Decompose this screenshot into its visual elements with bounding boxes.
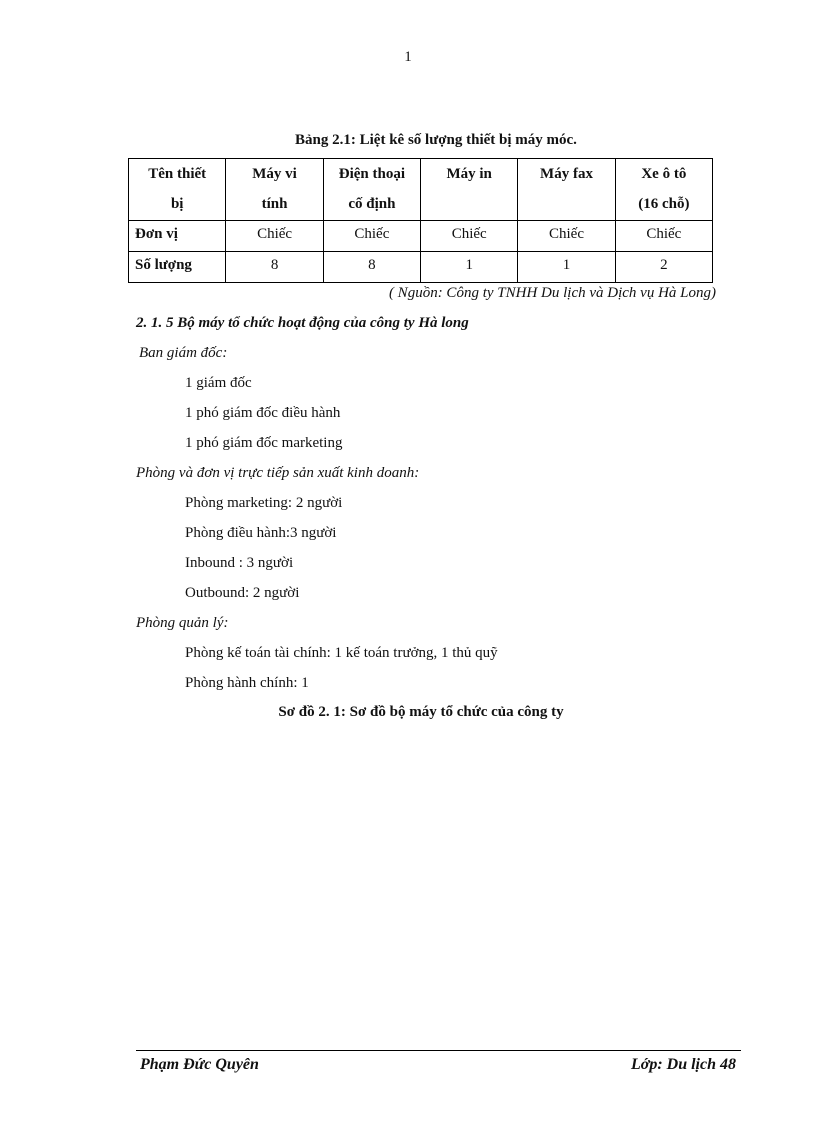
- header-line: Tên thiết: [148, 166, 207, 182]
- list-item: Phòng marketing: 2 người: [185, 495, 343, 511]
- table-caption: Bảng 2.1: Liệt kê số lượng thiết bị máy móc.: [295, 132, 577, 148]
- table-cell: 8: [323, 252, 420, 283]
- table-cell: 8: [226, 252, 323, 283]
- table-cell: Chiếc: [226, 221, 323, 252]
- list-item: Phòng điều hành:3 người: [185, 525, 337, 541]
- footer-class: Lớp: Du lịch 48: [630, 1056, 736, 1073]
- row-label: Đơn vị: [129, 221, 226, 252]
- header-line: Điện thoại: [338, 166, 405, 182]
- header-line: Máy in: [446, 166, 492, 182]
- row-label: Số lượng: [129, 252, 226, 283]
- table-cell: Chiếc: [615, 221, 712, 252]
- table-source-note: ( Nguồn: Công ty TNHH Du lịch và Dịch vụ Hà Long): [388, 285, 716, 301]
- list-item: 1 phó giám đốc marketing: [185, 435, 343, 451]
- table-header-row: [129, 159, 713, 221]
- table-cell: Chiếc: [323, 221, 420, 252]
- header-cell: [323, 159, 420, 221]
- header-line: bị: [170, 196, 184, 212]
- header-cell: [615, 159, 712, 221]
- page-number: 1: [404, 49, 412, 65]
- footer-author: Phạm Đức Quyên: [140, 1056, 259, 1073]
- list-item: Phòng hành chính: 1: [185, 675, 309, 691]
- table-cell: Chiếc: [518, 221, 615, 252]
- header-line: cố định: [348, 196, 396, 212]
- table-cell: 2: [615, 252, 712, 283]
- table-row: [129, 221, 713, 252]
- header-cell: [226, 159, 323, 221]
- group-heading-business-units: Phòng và đơn vị trực tiếp sản xuất kinh doanh:: [136, 465, 420, 481]
- list-item: Inbound : 3 người: [185, 555, 294, 571]
- list-item: Outbound: 2 người: [185, 585, 300, 601]
- section-title: 2. 1. 5 Bộ máy tổ chức hoạt động của công ty Hà long: [136, 315, 469, 331]
- header-line: Máy fax: [540, 166, 593, 182]
- header-cell: [421, 159, 518, 221]
- equipment-table: [128, 158, 713, 283]
- list-item: 1 phó giám đốc điều hành: [185, 405, 341, 421]
- diagram-caption: Sơ đồ 2. 1: Sơ đồ bộ máy tổ chức của công ty: [278, 704, 564, 720]
- header-cell: [129, 159, 226, 221]
- group-heading-board: Ban giám đốc:: [139, 345, 228, 361]
- header-cell: [518, 159, 615, 221]
- table-row: [129, 252, 713, 283]
- table-cell: Chiếc: [421, 221, 518, 252]
- list-item: Phòng kế toán tài chính: 1 kế toán trưởng, 1 thủ quỹ: [185, 645, 498, 661]
- header-line: tính: [261, 196, 288, 212]
- group-heading-management: Phòng quản lý:: [136, 615, 229, 631]
- table-cell: 1: [518, 252, 615, 283]
- header-line: Máy vi: [252, 166, 297, 182]
- list-item: 1 giám đốc: [185, 375, 252, 391]
- header-line: Xe ô tô: [641, 166, 687, 182]
- table-cell: 1: [421, 252, 518, 283]
- footer-divider: [136, 1050, 741, 1051]
- header-line: (16 chỗ): [638, 196, 690, 212]
